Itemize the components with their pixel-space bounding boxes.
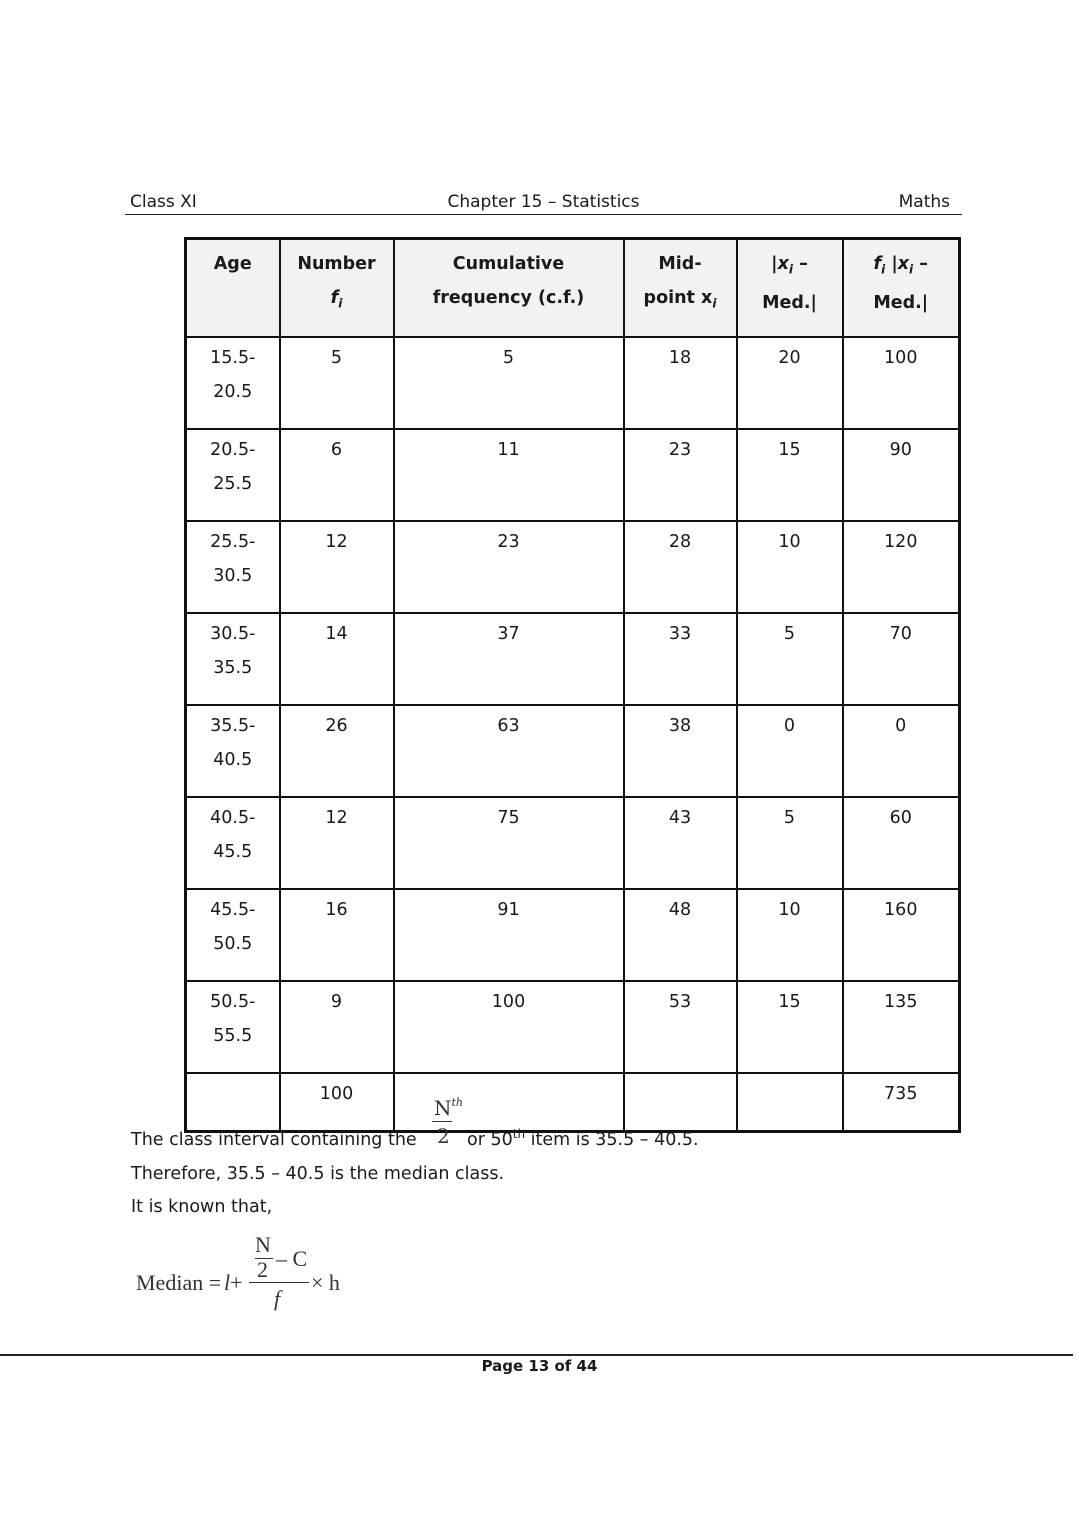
frequency-cell: 26 [280, 705, 394, 797]
deviation-cell: 20 [737, 337, 843, 429]
col-header-age: Age [186, 239, 280, 338]
cumulative-frequency-cell: 91 [394, 889, 624, 981]
age-cell: 20.5- 25.5 [186, 429, 280, 521]
cumulative-frequency-cell: 100 [394, 981, 624, 1073]
deviation-cell: 10 [737, 889, 843, 981]
header-subject: Maths [898, 192, 950, 212]
total-f-cell: 100 [280, 1073, 394, 1132]
total-fdev-cell: 735 [843, 1073, 960, 1132]
table-row [186, 981, 960, 1073]
midpoint-cell: 18 [624, 337, 737, 429]
cumulative-frequency-cell: 75 [394, 797, 624, 889]
frequency-cell: 16 [280, 889, 394, 981]
fraction-numerator: $N^{th}$ [434, 1096, 464, 1120]
age-cell: 35.5- 40.5 [186, 705, 280, 797]
cumulative-frequency-cell: 23 [394, 521, 624, 613]
midpoint-cell: 23 [624, 429, 737, 521]
table-header-row [186, 239, 960, 338]
weighted-deviation-cell: 160 [843, 889, 960, 981]
table-row [186, 797, 960, 889]
table-row [186, 337, 960, 429]
text-line-1-end: or 50th item is 35.5 – 40.5. [467, 1127, 699, 1150]
col-header-midpoint: Mid- point $x_i$ [624, 239, 737, 338]
weighted-deviation-cell: 120 [843, 521, 960, 613]
table-total-row [186, 1073, 960, 1132]
age-cell: 25.5- 30.5 [186, 521, 280, 613]
midpoint-cell: 38 [624, 705, 737, 797]
frequency-cell: 12 [280, 797, 394, 889]
frequency-cell: 12 [280, 521, 394, 613]
frequency-cell: 6 [280, 429, 394, 521]
age-cell: 50.5- 55.5 [186, 981, 280, 1073]
frequency-cell: 14 [280, 613, 394, 705]
cumulative-frequency-cell: 5 [394, 337, 624, 429]
deviation-cell: 5 [737, 797, 843, 889]
deviation-cell: 15 [737, 429, 843, 521]
page-header [125, 190, 962, 215]
weighted-deviation-cell: 70 [843, 613, 960, 705]
text-line-1: The class interval containing the [131, 1130, 417, 1150]
table-row [186, 705, 960, 797]
deviation-cell: 15 [737, 981, 843, 1073]
table-row [186, 521, 960, 613]
weighted-deviation-cell: 90 [843, 429, 960, 521]
col-header-cumulative-frequency: Cumulative frequency (c.f.) [394, 239, 624, 338]
age-cell: 45.5- 50.5 [186, 889, 280, 981]
weighted-deviation-cell: 60 [843, 797, 960, 889]
text-line-2: Therefore, 35.5 – 40.5 is the median class. [131, 1164, 505, 1184]
frequency-cell: 9 [280, 981, 394, 1073]
statistics-table [184, 237, 961, 1133]
empty-cell [737, 1073, 843, 1132]
midpoint-cell: 28 [624, 521, 737, 613]
empty-cell [624, 1073, 737, 1132]
weighted-deviation-cell: 100 [843, 337, 960, 429]
fraction-bar [432, 1121, 452, 1122]
midpoint-cell: 33 [624, 613, 737, 705]
weighted-deviation-cell: 0 [843, 705, 960, 797]
header-chapter: Chapter 15 – Statistics [447, 192, 640, 212]
median-formula: Median = l + N – C 2 f × h [136, 1232, 340, 1311]
table-row [186, 429, 960, 521]
deviation-cell: 10 [737, 521, 843, 613]
weighted-deviation-cell: 135 [843, 981, 960, 1073]
empty-cell [186, 1073, 280, 1132]
deviation-cell: 5 [737, 613, 843, 705]
cumulative-frequency-cell: 63 [394, 705, 624, 797]
header-class: Class XI [130, 192, 197, 212]
age-cell: 15.5- 20.5 [186, 337, 280, 429]
empty-cell [394, 1073, 624, 1132]
cumulative-frequency-cell: 11 [394, 429, 624, 521]
midpoint-cell: 48 [624, 889, 737, 981]
frequency-cell: 5 [280, 337, 394, 429]
midpoint-cell: 53 [624, 981, 737, 1073]
midpoint-cell: 43 [624, 797, 737, 889]
table-row [186, 889, 960, 981]
page-number: Page 13 of 44 [481, 1357, 598, 1375]
table-row [186, 613, 960, 705]
col-header-deviation: $|x_i$ – Med.| [737, 239, 843, 338]
age-cell: 30.5- 35.5 [186, 613, 280, 705]
footer-rule [0, 1354, 1073, 1356]
cumulative-frequency-cell: 37 [394, 613, 624, 705]
deviation-cell: 0 [737, 705, 843, 797]
age-cell: 40.5- 45.5 [186, 797, 280, 889]
text-line-3: It is known that, [131, 1197, 273, 1217]
col-header-number: Number $f_i$ [280, 239, 394, 338]
fraction-denominator: 2 [437, 1124, 450, 1148]
col-header-weighted-deviation: $f_i$ $|x_i$ – Med.| [843, 239, 960, 338]
